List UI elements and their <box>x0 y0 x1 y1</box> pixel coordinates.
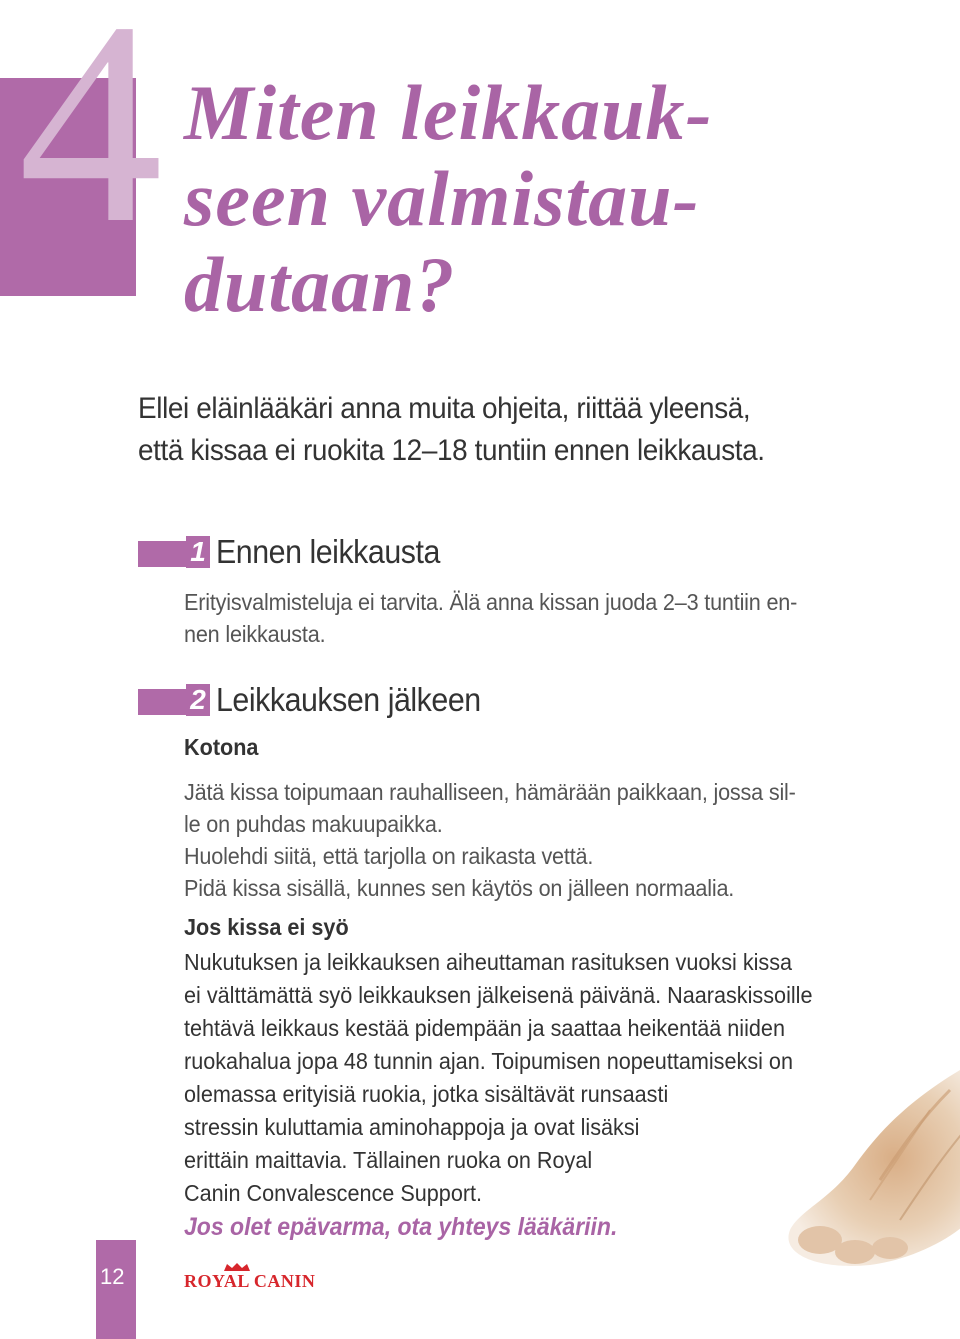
intro-line: että kissaa ei ruokita 12–18 tuntiin ennen leikkausta. <box>138 434 765 467</box>
title-line: Miten leikkauk- <box>184 69 713 156</box>
chapter-number: 4 <box>18 0 157 283</box>
text-line: Nukutuksen ja leikkauksen aiheuttaman rasituksen vuoksi kissa <box>184 949 793 975</box>
text-line: tehtävä leikkaus kestää pidempään ja saattaa heikentää niiden <box>184 1015 785 1041</box>
text-line: stressin kuluttamia aminohappoja ja ovat lisäksi <box>184 1114 640 1140</box>
sub-heading-ei-syo: Jos kissa ei syö <box>184 914 349 940</box>
section-heading-1 <box>138 532 459 572</box>
text-line: Jätä kissa toipumaan rauhalliseen, hämärään paikkaan, jossa sil- <box>184 779 796 805</box>
text-line: nen leikkausta. <box>184 621 326 647</box>
contact-vet-note: Jos olet epävarma, ota yhteys lääkäriin. <box>184 1213 618 1241</box>
intro-text <box>138 388 845 472</box>
text-line: ei välttämättä syö leikkauksen jälkeisenä päivänä. Naaraskissoille <box>184 982 813 1008</box>
page-number-tab <box>96 1240 136 1339</box>
text-line: Erityisvalmisteluja ei tarvita. Älä anna kissan juoda 2–3 tuntiin en- <box>184 589 798 615</box>
step-bar <box>138 689 190 715</box>
ei-syo-text <box>184 946 833 1210</box>
step-bar <box>138 541 190 567</box>
royal-canin-logo <box>184 1262 315 1292</box>
intro-line: Ellei eläinlääkäri anna muita ohjeita, riittää yleensä, <box>138 392 751 425</box>
text-line: olemassa erityisiä ruokia, jotka sisältävät runsaasti <box>184 1081 669 1107</box>
step-number: 1 <box>186 536 210 568</box>
page-title <box>184 70 884 328</box>
section1-text <box>184 586 823 650</box>
step-number: 2 <box>186 684 210 716</box>
title-line: seen valmistau- <box>184 155 700 242</box>
page-number: 12 <box>100 1264 125 1289</box>
text-line: Canin Convalescence Support. <box>184 1180 483 1206</box>
section-title: Leikkauksen jälkeen <box>216 681 481 718</box>
crown-icon <box>222 1262 252 1272</box>
text-line: Pidä kissa sisällä, kunnes sen käytös on jälleen normaalia. <box>184 875 735 901</box>
section-title: Ennen leikkausta <box>216 533 440 570</box>
cat-paw-image <box>760 1070 960 1280</box>
text-line: ruokahalua jopa 48 tunnin ajan. Toipumisen nopeuttamiseksi on <box>184 1048 793 1074</box>
text-line: erittäin maittavia. Tällainen ruoka on Royal <box>184 1147 593 1173</box>
section-heading-2 <box>138 680 504 720</box>
kotona-text <box>184 776 823 904</box>
text-line: le on puhdas makuupaikka. <box>184 811 443 837</box>
text-line: Huolehdi siitä, että tarjolla on raikasta vettä. <box>184 843 594 869</box>
sub-heading-kotona: Kotona <box>184 734 259 760</box>
title-line: dutaan? <box>184 241 456 328</box>
logo-text: ROYAL CANIN <box>184 1271 316 1291</box>
